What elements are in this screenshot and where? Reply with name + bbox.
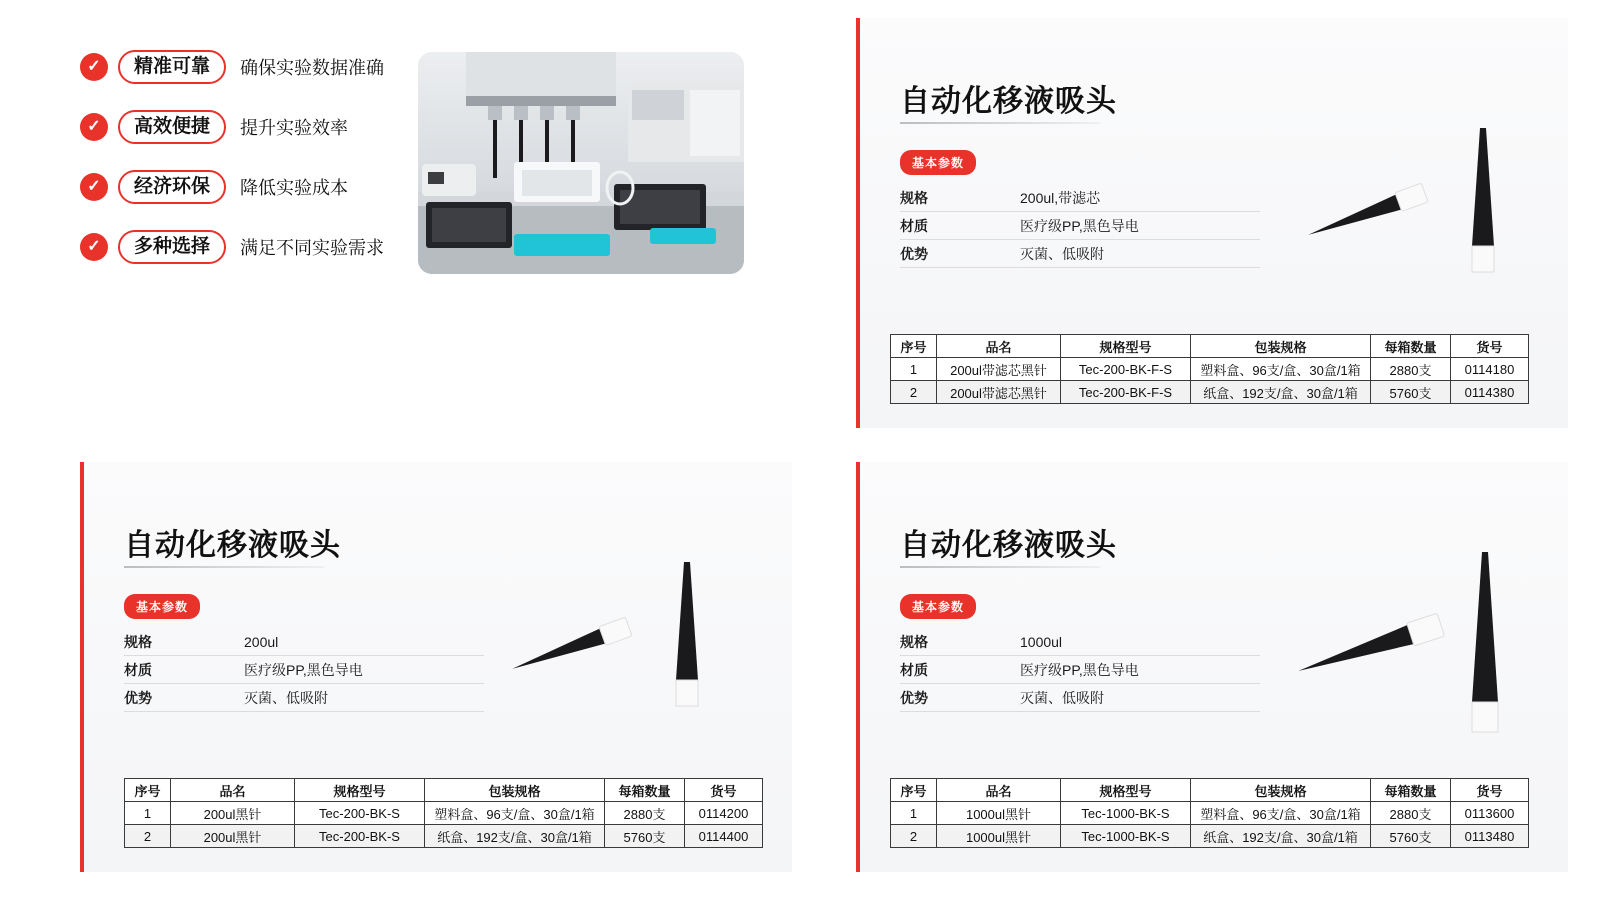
cell-pack: 纸盒、192支/盒、30盒/1箱	[1191, 381, 1371, 404]
cell-sku: 0114400	[685, 825, 763, 848]
check-icon: ✓	[80, 53, 108, 81]
th-qty: 每箱数量	[1371, 335, 1451, 358]
param-row	[124, 628, 484, 656]
th-index: 序号	[891, 779, 937, 802]
param-table	[900, 184, 1260, 268]
cell-model: Tec-200-BK-S	[295, 802, 425, 825]
param-section-tag: 基本参数	[124, 594, 200, 619]
param-value: 200ul	[244, 633, 279, 650]
title-underline	[900, 566, 1100, 568]
pipette-tip-image	[1302, 128, 1532, 328]
th-index: 序号	[125, 779, 171, 802]
cell-pack: 纸盒、192支/盒、30盒/1箱	[1191, 825, 1371, 848]
cell-index: 1	[125, 802, 171, 825]
cell-name: 1000ul黑针	[937, 802, 1061, 825]
feature-description: 降低实验成本	[240, 178, 349, 198]
param-row	[124, 656, 484, 684]
feature-description: 提升实验效率	[240, 118, 349, 138]
title-underline	[124, 566, 324, 568]
cell-sku: 0114200	[685, 802, 763, 825]
cell-index: 1	[891, 802, 937, 825]
feature-pill-label: 精准可靠	[118, 50, 226, 85]
cell-sku: 0114380	[1451, 381, 1529, 404]
cell-model: Tec-200-BK-F-S	[1061, 381, 1191, 404]
table-row	[891, 358, 1529, 381]
param-value: 灭菌、低吸附	[244, 689, 328, 706]
param-value: 灭菌、低吸附	[1020, 245, 1104, 262]
th-index: 序号	[891, 335, 937, 358]
param-key: 规格	[900, 633, 928, 650]
param-value: 医疗级PP,黑色导电	[244, 661, 363, 678]
th-name: 品名	[937, 779, 1061, 802]
cell-sku: 0113600	[1451, 802, 1529, 825]
th-sku: 货号	[1451, 779, 1529, 802]
feature-item	[80, 170, 420, 204]
cell-qty: 2880支	[1371, 802, 1451, 825]
spec-table-2	[124, 778, 763, 848]
cell-model: Tec-200-BK-F-S	[1061, 358, 1191, 381]
card-title: 自动化移液吸头	[900, 85, 1117, 118]
cell-sku: 0114180	[1451, 358, 1529, 381]
feature-item	[80, 230, 420, 264]
card-title: 自动化移液吸头	[900, 529, 1117, 562]
cell-sku: 0113480	[1451, 825, 1529, 848]
cell-model: Tec-1000-BK-S	[1061, 802, 1191, 825]
cell-pack: 塑料盒、96支/盒、30盒/1箱	[1191, 802, 1371, 825]
spec-table-3	[890, 778, 1529, 848]
param-key: 规格	[124, 633, 152, 650]
param-key: 材质	[124, 661, 152, 678]
cell-name: 200ul带滤芯黑针	[937, 358, 1061, 381]
table-row	[891, 802, 1529, 825]
th-model: 规格型号	[295, 779, 425, 802]
param-section-tag: 基本参数	[900, 150, 976, 175]
pipette-tip-image	[506, 562, 736, 762]
photo-graphic	[418, 52, 744, 274]
th-qty: 每箱数量	[605, 779, 685, 802]
param-row	[900, 212, 1260, 240]
pipette-tip-graphic	[1302, 128, 1532, 328]
param-key: 规格	[900, 189, 928, 206]
cell-qty: 5760支	[1371, 381, 1451, 404]
cell-name: 200ul黑针	[171, 802, 295, 825]
feature-description: 确保实验数据准确	[240, 58, 385, 78]
cell-index: 2	[125, 825, 171, 848]
param-section-tag: 基本参数	[900, 594, 976, 619]
cell-index: 2	[891, 825, 937, 848]
param-key: 材质	[900, 217, 928, 234]
table-row	[891, 825, 1529, 848]
cell-name: 200ul带滤芯黑针	[937, 381, 1061, 404]
param-row	[900, 656, 1260, 684]
th-name: 品名	[171, 779, 295, 802]
param-key: 材质	[900, 661, 928, 678]
param-value: 医疗级PP,黑色导电	[1020, 661, 1139, 678]
table-row	[891, 381, 1529, 404]
param-key: 优势	[124, 689, 152, 706]
param-row	[900, 240, 1260, 268]
table-row	[125, 802, 763, 825]
param-table	[124, 628, 484, 712]
table-row	[125, 825, 763, 848]
th-sku: 货号	[1451, 335, 1529, 358]
th-sku: 货号	[685, 779, 763, 802]
cell-pack: 塑料盒、96支/盒、30盒/1箱	[425, 802, 605, 825]
th-model: 规格型号	[1061, 335, 1191, 358]
param-row	[900, 628, 1260, 656]
card-title: 自动化移液吸头	[124, 529, 341, 562]
feature-item	[80, 110, 420, 144]
cell-model: Tec-200-BK-S	[295, 825, 425, 848]
pipette-tip-graphic	[506, 562, 736, 762]
cell-qty: 2880支	[1371, 358, 1451, 381]
th-pack: 包装规格	[425, 779, 605, 802]
table-header-row	[891, 335, 1529, 358]
cell-name: 200ul黑针	[171, 825, 295, 848]
cell-index: 2	[891, 381, 937, 404]
check-icon: ✓	[80, 233, 108, 261]
param-row	[124, 684, 484, 712]
cell-index: 1	[891, 358, 937, 381]
cell-model: Tec-1000-BK-S	[1061, 825, 1191, 848]
table-header-row	[891, 779, 1529, 802]
lab-workstation-photo	[418, 52, 744, 274]
th-qty: 每箱数量	[1371, 779, 1451, 802]
pipette-tip-image	[1292, 552, 1532, 762]
cell-qty: 5760支	[605, 825, 685, 848]
feature-item	[80, 50, 420, 84]
param-key: 优势	[900, 245, 928, 262]
cell-qty: 5760支	[1371, 825, 1451, 848]
feature-pill-label: 多种选择	[118, 230, 226, 265]
cell-pack: 纸盒、192支/盒、30盒/1箱	[425, 825, 605, 848]
spec-table-1	[890, 334, 1529, 404]
param-value: 200ul,带滤芯	[1020, 189, 1101, 206]
param-row	[900, 684, 1260, 712]
cell-qty: 2880支	[605, 802, 685, 825]
param-row	[900, 184, 1260, 212]
th-pack: 包装规格	[1191, 779, 1371, 802]
table-header-row	[125, 779, 763, 802]
param-value: 灭菌、低吸附	[1020, 689, 1104, 706]
th-name: 品名	[937, 335, 1061, 358]
param-key: 优势	[900, 689, 928, 706]
param-table	[900, 628, 1260, 712]
title-underline	[900, 122, 1100, 124]
th-pack: 包装规格	[1191, 335, 1371, 358]
feature-pill-label: 经济环保	[118, 170, 226, 205]
th-model: 规格型号	[1061, 779, 1191, 802]
param-value: 1000ul	[1020, 633, 1063, 650]
cell-name: 1000ul黑针	[937, 825, 1061, 848]
check-icon: ✓	[80, 113, 108, 141]
pipette-tip-graphic	[1292, 552, 1532, 762]
feature-list	[80, 50, 420, 290]
check-icon: ✓	[80, 173, 108, 201]
feature-description: 满足不同实验需求	[240, 238, 385, 258]
cell-pack: 塑料盒、96支/盒、30盒/1箱	[1191, 358, 1371, 381]
param-value: 医疗级PP,黑色导电	[1020, 217, 1139, 234]
feature-pill-label: 高效便捷	[118, 110, 226, 145]
